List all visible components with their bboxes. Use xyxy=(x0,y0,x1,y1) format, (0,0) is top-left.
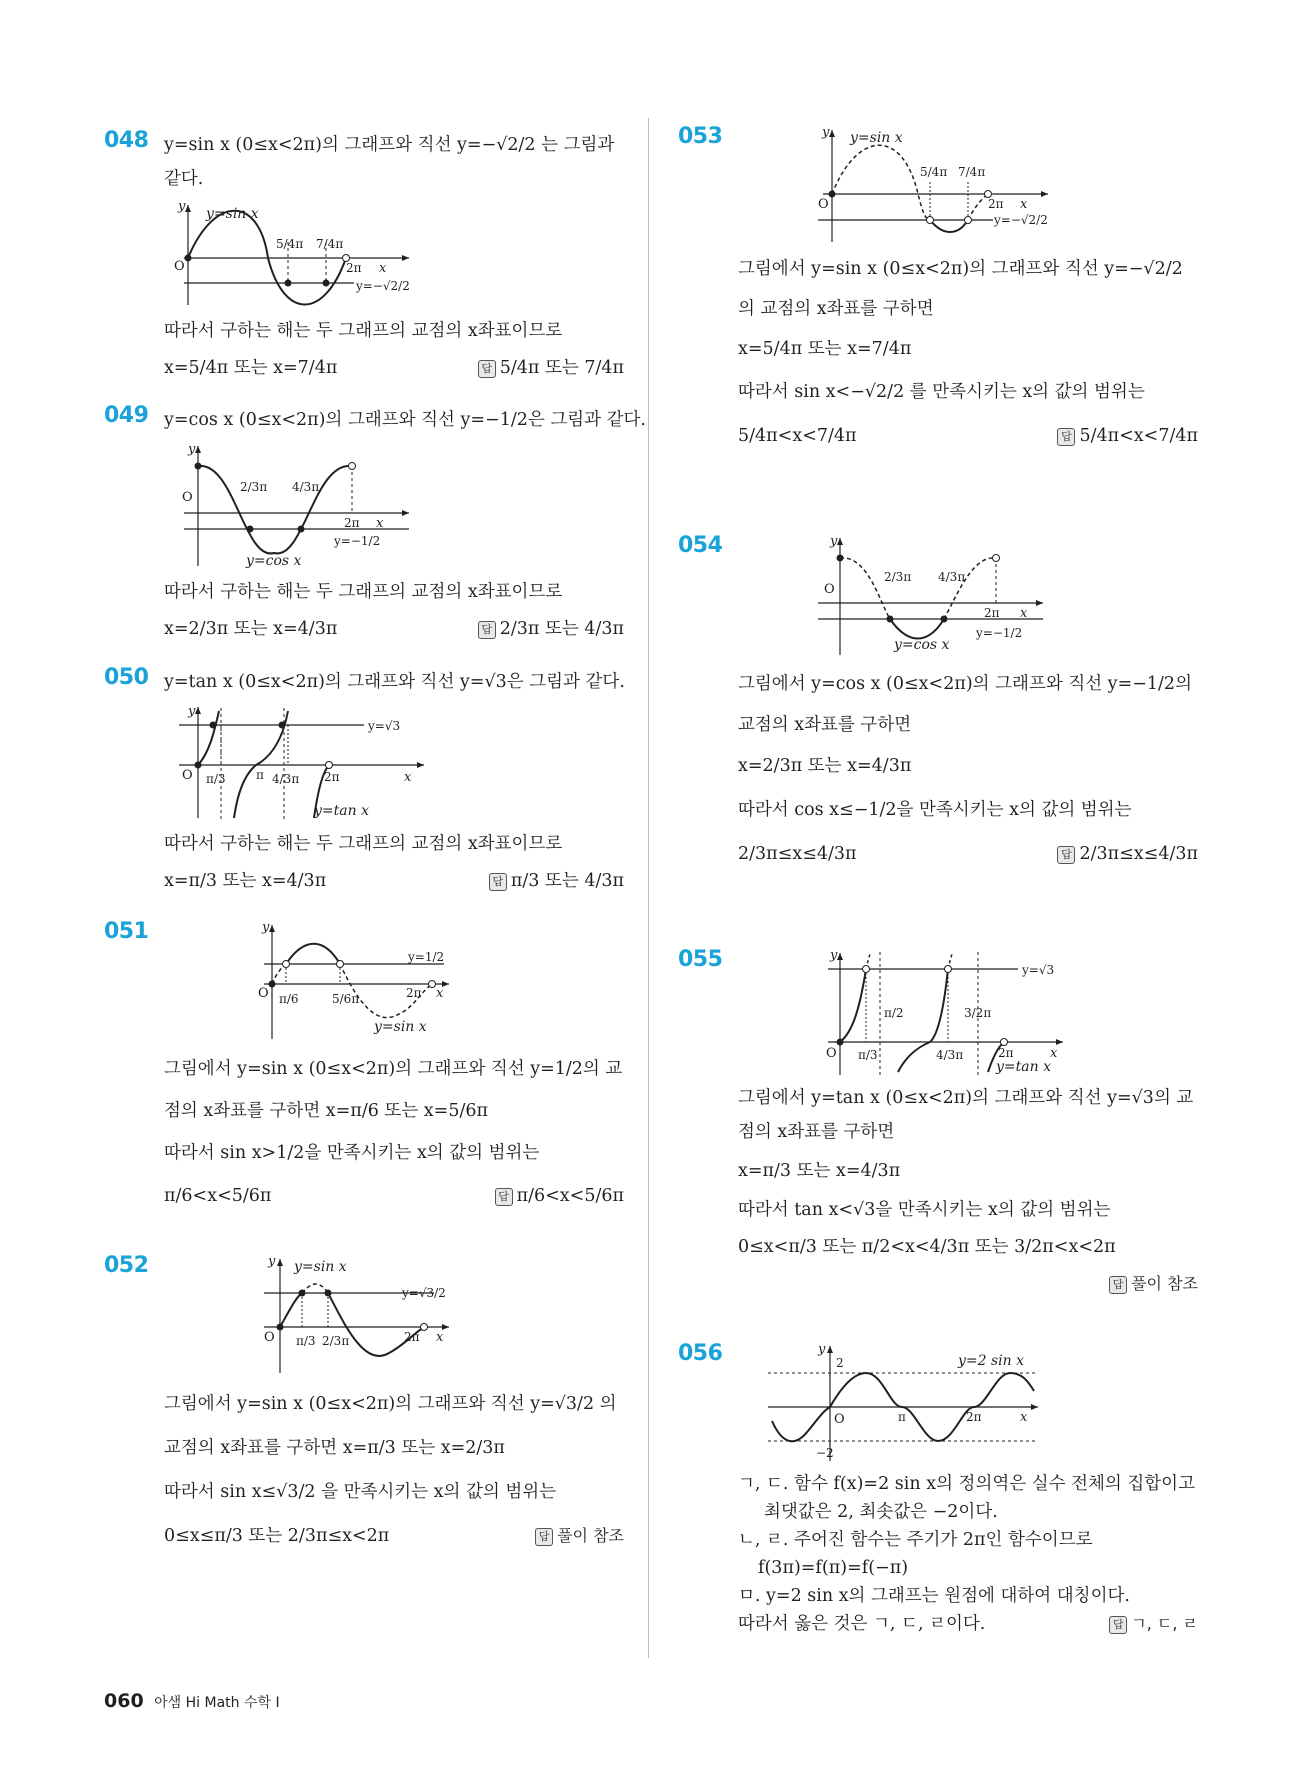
origin-label: O xyxy=(818,197,829,212)
x-axis-label: x xyxy=(1020,606,1028,621)
problem-number: 048 xyxy=(104,128,149,153)
origin-label: O xyxy=(824,582,835,597)
answer-text: 5/4π 또는 7/4π xyxy=(499,358,624,378)
statement-line: 점의 x좌표를 구하면 xyxy=(738,1122,895,1142)
x2-label: 4/3π xyxy=(938,570,966,584)
graph-051 xyxy=(164,919,454,1044)
solution-line: 0≤x≤π/3 또는 2/3π≤x<2π xyxy=(164,1526,390,1546)
solution-line: x=2/3π 또는 x=4/3π xyxy=(164,619,338,639)
problem-048 xyxy=(104,128,624,403)
line-label: y=−√2/2 xyxy=(994,213,1048,227)
statement-line: 그림에서 y=sin x (0≤x<2π)의 그래프와 직선 y=1/2의 교 xyxy=(164,1059,623,1079)
answer xyxy=(495,1174,624,1218)
statement-line: 의 교점의 x좌표를 구하면 xyxy=(738,299,934,319)
problem-053 xyxy=(678,124,1198,529)
x2-label: 4/3π xyxy=(292,480,320,494)
end-label: 2π xyxy=(966,1410,982,1424)
y-axis-label: y xyxy=(188,704,196,719)
x-axis-label: x xyxy=(436,1330,444,1345)
statement-line: 교점의 x좌표를 구하면 xyxy=(738,715,912,735)
curve-label: y=cos x xyxy=(894,637,950,653)
answer-icon: 답 xyxy=(1109,1276,1127,1294)
problem-056 xyxy=(678,1341,1198,1638)
explanation-line: f(3π)=f(π)=f(−π) xyxy=(758,1558,909,1578)
max-label: 2 xyxy=(836,1356,844,1370)
graph-048 xyxy=(164,200,424,310)
x2-label: 2/3π xyxy=(322,1334,350,1348)
line-label: y=−1/2 xyxy=(976,626,1023,640)
conclusion-line: 따라서 옳은 것은 ㄱ, ㄷ, ㄹ이다. xyxy=(738,1614,986,1634)
explanation-line: 따라서 cos x≤−1/2을 만족시키는 x의 값의 범위는 xyxy=(738,800,1132,820)
problem-051 xyxy=(104,919,624,1249)
answer xyxy=(1109,1610,1198,1638)
line-label: y=√3 xyxy=(368,719,401,733)
explanation-line: 따라서 sin x>1/2을 만족시키는 x의 값의 범위는 xyxy=(164,1143,540,1163)
y-axis-label: y xyxy=(830,534,838,549)
origin-label: O xyxy=(182,768,193,783)
graph-052 xyxy=(164,1253,454,1378)
answer-text: 풀이 참조 xyxy=(557,1526,624,1545)
solution-line: x=π/3 또는 x=4/3π xyxy=(738,1161,901,1181)
y-axis-label: y xyxy=(818,1342,826,1357)
answer-icon: 답 xyxy=(478,360,496,378)
answer xyxy=(535,1514,624,1558)
statement-line: 그림에서 y=sin x (0≤x<2π)의 그래프와 직선 y=√3/2 의 xyxy=(164,1394,617,1414)
answer-text: π/6<x<5/6π xyxy=(516,1186,624,1206)
problem-052 xyxy=(104,1253,624,1558)
solution-line: 5/4π<x<7/4π xyxy=(738,426,857,446)
end-label: 2π xyxy=(324,770,340,784)
solution-line: π/6<x<5/6π xyxy=(164,1186,272,1206)
explanation-line: 최댓값은 2, 최솟값은 −2이다. xyxy=(764,1502,998,1522)
x1-label: 2/3π xyxy=(884,570,912,584)
curve-label: y=sin x xyxy=(374,1019,427,1035)
curve-label: y=cos x xyxy=(246,553,302,569)
book-title: 아샘 Hi Math 수학 Ⅰ xyxy=(154,1695,280,1711)
line-label: y=−√2/2 xyxy=(356,279,410,293)
origin-label: O xyxy=(834,1412,845,1427)
line-label: y=√3/2 xyxy=(402,1286,446,1300)
x1-label: π/3 xyxy=(858,1048,878,1062)
problem-055 xyxy=(678,947,1198,1337)
end-label: 2π xyxy=(406,986,422,1000)
answer-icon: 답 xyxy=(1057,428,1075,446)
statement-line: 그림에서 y=tan x (0≤x<2π)의 그래프와 직선 y=√3의 교 xyxy=(738,1088,1194,1108)
graph-056 xyxy=(758,1341,1058,1466)
origin-label: O xyxy=(826,1046,837,1061)
answer xyxy=(478,348,624,388)
solution-line: 2/3π≤x≤4/3π xyxy=(738,844,857,864)
problem-number: 051 xyxy=(104,919,149,944)
answer xyxy=(1057,414,1198,458)
answer-text: 2/3π≤x≤4/3π xyxy=(1079,844,1198,864)
graph-053 xyxy=(808,124,1108,244)
solution-line: x=π/3 또는 x=4/3π xyxy=(164,871,327,891)
explanation-line: 따라서 구하는 해는 두 그래프의 교점의 x좌표이므로 xyxy=(164,321,563,341)
x1-label: π/3 xyxy=(206,772,226,786)
curve-label: y=sin x xyxy=(206,206,259,222)
problem-number: 052 xyxy=(104,1253,149,1278)
end-label: 2π xyxy=(346,261,362,275)
x1-label: 5/4π xyxy=(276,237,304,251)
solution-line: 0≤x<π/3 또는 π/2<x<4/3π 또는 3/2π<x<2π xyxy=(738,1237,1116,1257)
answer xyxy=(1109,1267,1198,1301)
statement-line: 교점의 x좌표를 구하면 x=π/3 또는 x=2/3π xyxy=(164,1438,505,1458)
x1-label: 5/4π xyxy=(920,165,948,179)
x2-label: 7/4π xyxy=(958,165,986,179)
y-axis-label: y xyxy=(822,125,830,140)
answer-icon: 답 xyxy=(1109,1616,1127,1634)
curve-label: y=2 sin x xyxy=(958,1353,1025,1369)
statement-line: y=cos x (0≤x<2π)의 그래프와 직선 y=−1/2은 그림과 같다. xyxy=(164,410,646,430)
answer-text: 2/3π 또는 4/3π xyxy=(499,619,624,639)
x1-label: 2/3π xyxy=(240,480,268,494)
solution-line: x=2/3π 또는 x=4/3π xyxy=(738,756,912,776)
pi-label: π xyxy=(256,768,264,782)
answer-icon: 답 xyxy=(1057,846,1075,864)
answer xyxy=(478,609,624,649)
x1-label: π/6 xyxy=(279,992,299,1006)
x1-label: π/3 xyxy=(296,1334,316,1348)
end-label: 2π xyxy=(404,1330,420,1344)
x-axis-label: x xyxy=(1020,1410,1028,1425)
origin-label: O xyxy=(264,1330,275,1345)
problem-number: 050 xyxy=(104,665,149,690)
end-label: 2π xyxy=(344,516,360,530)
answer-text: ㄱ, ㄷ, ㄹ xyxy=(1131,1614,1198,1633)
graph-049 xyxy=(164,441,424,571)
answer-text: 5/4π<x<7/4π xyxy=(1079,426,1198,446)
curve-label: y=tan x xyxy=(314,803,369,819)
x2-label: 4/3π xyxy=(272,772,300,786)
x-axis-label: x xyxy=(1020,197,1028,212)
x-axis-label: x xyxy=(379,261,387,276)
problem-number: 055 xyxy=(678,947,723,972)
y-axis-label: y xyxy=(268,1254,276,1269)
statement-line: 같다. xyxy=(164,169,204,189)
origin-label: O xyxy=(258,986,269,1001)
end-label: 2π xyxy=(988,197,1004,211)
answer-icon: 답 xyxy=(478,621,496,639)
origin-label: O xyxy=(174,259,185,274)
line-label: y=√3 xyxy=(1022,963,1055,977)
right-column xyxy=(678,120,1198,1638)
explanation-line: ㅁ. y=2 sin x의 그래프는 원점에 대하여 대칭이다. xyxy=(738,1586,1130,1606)
explanation-line: ㄴ, ㄹ. 주어진 함수는 주기가 2π인 함수이므로 xyxy=(738,1530,1093,1550)
answer xyxy=(489,861,624,901)
x-axis-label: x xyxy=(404,770,412,785)
graph-050 xyxy=(164,703,444,823)
statement-line: 그림에서 y=cos x (0≤x<2π)의 그래프와 직선 y=−1/2의 xyxy=(738,674,1192,694)
y-axis-label: y xyxy=(178,200,186,214)
x-axis-label: x xyxy=(436,986,444,1001)
statement-line: y=tan x (0≤x<2π)의 그래프와 직선 y=√3은 그림과 같다. xyxy=(164,672,625,692)
problem-number: 049 xyxy=(104,403,149,428)
explanation-line: ㄱ, ㄷ. 함수 f(x)=2 sin x의 정의역은 실수 전체의 집합이고 xyxy=(738,1474,1195,1494)
x2-label: 5/6π xyxy=(332,992,360,1006)
end-label: 2π xyxy=(998,1046,1014,1060)
line-label: y=1/2 xyxy=(408,950,445,964)
x2-label: 4/3π xyxy=(936,1048,964,1062)
problem-050 xyxy=(104,665,624,915)
solution-line: x=5/4π 또는 x=7/4π xyxy=(738,339,912,359)
answer-icon: 답 xyxy=(535,1528,553,1546)
problem-054 xyxy=(678,533,1198,943)
statement-line: 점의 x좌표를 구하면 x=π/6 또는 x=5/6π xyxy=(164,1101,488,1121)
explanation-line: 따라서 sin x≤√3/2 을 만족시키는 x의 값의 범위는 xyxy=(164,1482,557,1502)
problem-number: 053 xyxy=(678,124,723,149)
problem-number: 056 xyxy=(678,1341,723,1366)
answer-icon: 답 xyxy=(489,873,507,891)
answer xyxy=(1057,832,1198,876)
curve-label: y=sin x xyxy=(294,1259,347,1275)
xh-label: π/2 xyxy=(884,1006,904,1020)
explanation-line: 따라서 tan x<√3을 만족시키는 x의 값의 범위는 xyxy=(738,1200,1111,1220)
statement-line: y=sin x (0≤x<2π)의 그래프와 직선 y=−√2/2 는 그림과 xyxy=(164,135,615,155)
y-axis-label: y xyxy=(830,948,838,963)
end-label: 2π xyxy=(984,606,1000,620)
answer-text: 풀이 참조 xyxy=(1131,1274,1198,1293)
explanation-line: 따라서 구하는 해는 두 그래프의 교점의 x좌표이므로 xyxy=(164,582,563,602)
x-axis-label: x xyxy=(1050,1046,1058,1061)
graph-055 xyxy=(818,947,1118,1077)
left-column xyxy=(104,128,646,1558)
column-divider xyxy=(648,118,649,1658)
answer-icon: 답 xyxy=(495,1188,513,1206)
problem-049 xyxy=(104,403,646,665)
x3-label: 3/2π xyxy=(964,1006,992,1020)
x-axis-label: x xyxy=(376,516,384,531)
problem-number: 054 xyxy=(678,533,723,558)
statement-line: 그림에서 y=sin x (0≤x<2π)의 그래프와 직선 y=−√2/2 xyxy=(738,259,1183,279)
origin-label: O xyxy=(182,490,193,505)
curve-label: y=tan x xyxy=(996,1059,1051,1075)
y-axis-label: y xyxy=(188,442,196,457)
explanation-line: 따라서 sin x<−√2/2 를 만족시키는 x의 값의 범위는 xyxy=(738,382,1145,402)
line-label: y=−1/2 xyxy=(334,534,381,548)
answer-text: π/3 또는 4/3π xyxy=(510,871,624,891)
explanation-line: 따라서 구하는 해는 두 그래프의 교점의 x좌표이므로 xyxy=(164,834,563,854)
solution-line: x=5/4π 또는 x=7/4π xyxy=(164,358,338,378)
page-number: 060 xyxy=(104,1690,144,1712)
pi-label: π xyxy=(898,1410,906,1424)
min-label: −2 xyxy=(816,1446,834,1460)
graph-054 xyxy=(798,533,1098,658)
page-footer xyxy=(104,1690,280,1712)
y-axis-label: y xyxy=(262,920,270,935)
curve-label: y=sin x xyxy=(850,130,903,146)
x2-label: 7/4π xyxy=(316,237,344,251)
